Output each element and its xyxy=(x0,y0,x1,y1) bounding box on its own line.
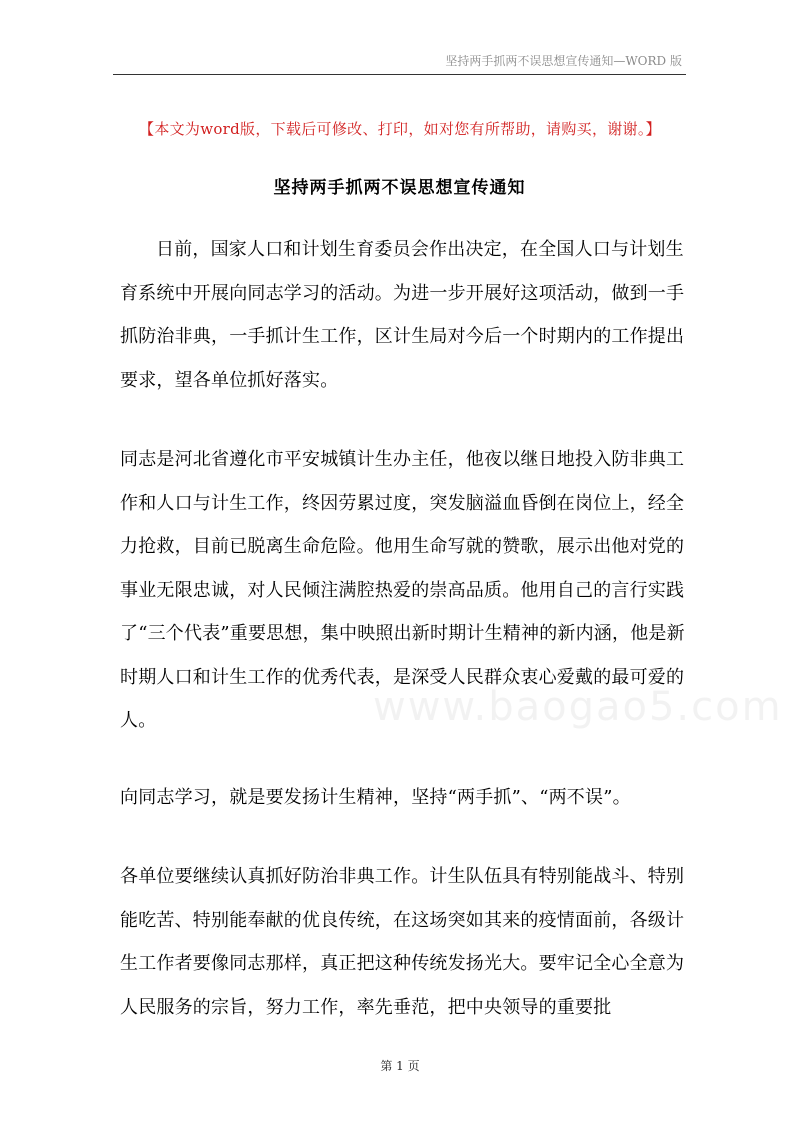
page-number: 第 1 页 xyxy=(380,1059,420,1073)
document-title: 坚持两手抓两不误思想宣传通知 xyxy=(273,178,526,198)
running-header: 坚持两手抓两不误思想宣传通知—WORD 版 xyxy=(445,54,682,68)
paragraph-biography: 同志是河北省遵化市平安城镇计生办主任，他夜以继日地投入防非典工作和人口与计生工作，终因劳累过度，突发脑溢血昏倒在岗位上，经全力抢救，目前已脱离生命危险。他用生命写就的赞歌，展示出他对党的事业无限忠诚，对人民倾注满腔热爱的崇高品质。他用自己的言行实践了“三个代表”重要思想，集中映照出新时期计生精神的新内涵，他是新时期人口和计生工作的优秀代表，是深受人民群众衷心爱戴的最可爱的人。 xyxy=(120,449,685,731)
paragraph-intro: 日前，国家人口和计划生育委员会作出决定，在全国人口与计划生育系统中开展向同志学习的活动。为进一步开展好这项活动，做到一手抓防治非典，一手抓计生工作，区计生局对今后一个时期内的工作提出要求，望各单位抓好落实。 xyxy=(120,239,685,391)
header-divider xyxy=(113,74,686,75)
download-notice: 【本文为word版，下载后可修改、打印，如对您有所帮助，请购买，谢谢。】 xyxy=(139,120,661,138)
watermark: www.baogao5.com xyxy=(373,684,783,730)
paragraph-learning: 向同志学习，就是要发扬计生精神，坚持“两手抓”、“两不误”。 xyxy=(120,787,631,808)
paragraph-requirements: 各单位要继续认真抓好防治非典工作。计生队伍具有特别能战斗、特别能吃苦、特别能奉献的优良传统，在这场突如其来的疫情面前，各级计生工作者要像同志那样，真正把这种传统发扬光大。要牢记全心全意为人民服务的宗旨，努力工作，率先垂范，把中央领导的重要批 xyxy=(120,866,685,1018)
